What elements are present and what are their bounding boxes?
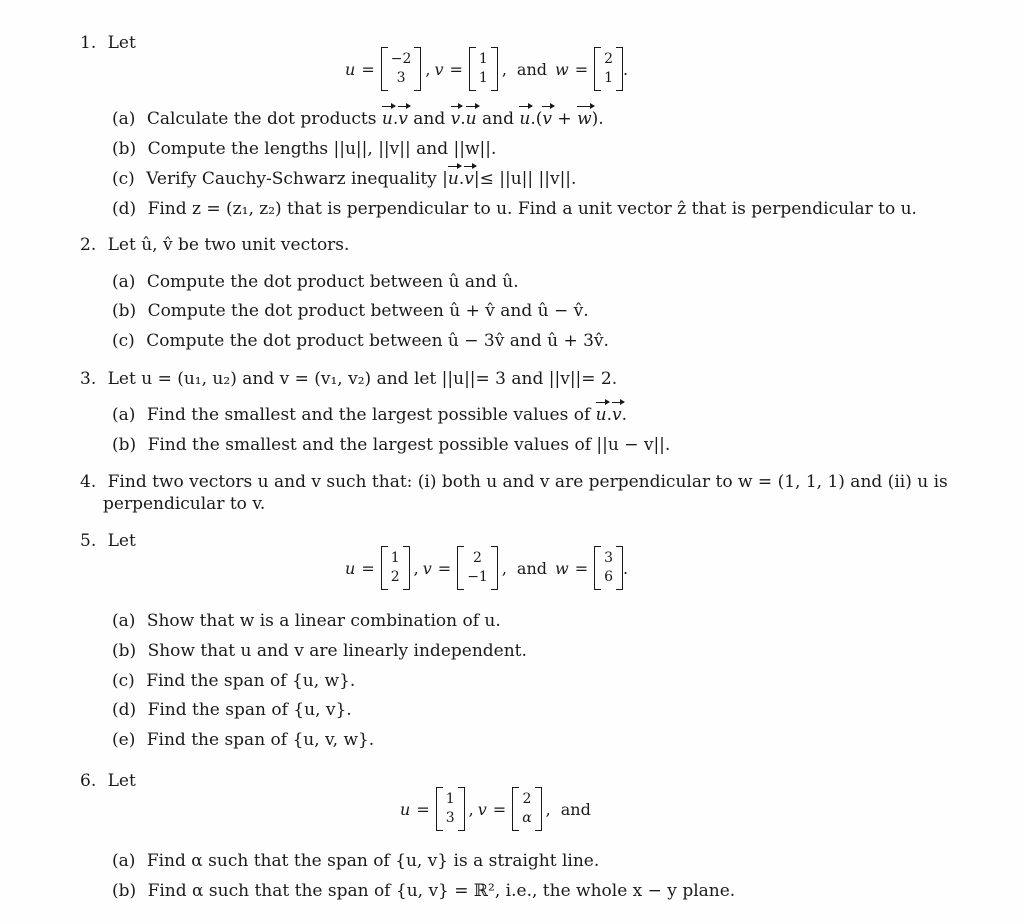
v-bottom: α — [522, 810, 532, 826]
part-text: Find α such that the span of {u, v} is a straight line. — [146, 851, 600, 871]
part-label: (d) — [112, 199, 137, 219]
u-label: u — [345, 558, 356, 578]
comma: , — [425, 59, 431, 79]
comma: , — [501, 558, 507, 578]
equals-sign: = — [449, 59, 463, 79]
part-text: Verify Cauchy-Schwarz inequality | — [146, 169, 448, 189]
part-label: (b) — [112, 641, 137, 661]
u-matrix — [381, 50, 422, 88]
problem-6b — [112, 881, 735, 901]
part-label: (a) — [112, 611, 136, 631]
vec-v: v — [612, 405, 622, 425]
problem-1c: (c) Verify Cauchy-Schwarz inequality |u.v|≤ ||u|| ||v||. — [112, 169, 577, 189]
problem-2b — [112, 301, 589, 321]
u-bottom: 2 — [390, 569, 400, 585]
problem-1-header — [80, 33, 136, 53]
equals-sign: = — [492, 799, 507, 819]
part-label: (c) — [112, 331, 135, 351]
w-matrix — [594, 549, 623, 587]
vec-w: w — [577, 109, 592, 129]
part-text: Find the span of {u, w}. — [146, 671, 356, 691]
equals-sign: = — [416, 799, 430, 819]
equals-sign: = — [574, 59, 589, 79]
problem-number: 2. — [80, 235, 97, 255]
problem-1a: (a) Calculate the dot products u.v and v.u and u.(v + w). — [112, 109, 604, 129]
problem-3b — [112, 435, 670, 455]
part-text: Find z = (z₁, z₂) that is perpendicular to u. Find a unit vector ẑ that is perpendicular to u. — [147, 199, 917, 219]
part-text: Calculate the dot products — [146, 109, 377, 129]
problem-1d — [112, 199, 917, 219]
comma: , — [468, 799, 474, 819]
vec-u: u — [447, 169, 459, 189]
part-label: (a) — [112, 405, 136, 425]
period: . — [623, 558, 629, 578]
vec-v: v — [464, 169, 474, 189]
part-label: (c) — [112, 671, 135, 691]
part-label: (c) — [112, 169, 135, 189]
problem-4-header — [80, 472, 948, 492]
problem-3-header — [80, 369, 617, 389]
part-text: Compute the dot product between û − 3v̂ and û + 3v̂. — [146, 331, 609, 351]
part-text: Compute the lengths ||u||, ||v|| and ||w||. — [147, 139, 497, 159]
problem-number: 5. — [80, 531, 97, 551]
v-label: v — [422, 558, 432, 578]
problem-intro: Let — [107, 771, 136, 791]
part-label: (e) — [112, 730, 136, 750]
part-text: Find α such that the span of {u, v} = ℝ², i.e., the whole x − y plane. — [147, 881, 736, 901]
comma: , — [413, 558, 419, 578]
equals-sign: = — [437, 558, 452, 578]
equals-sign: = — [361, 558, 375, 578]
w-top: 2 — [604, 51, 614, 67]
w-matrix — [594, 50, 623, 88]
problem-intro: Let û, v̂ be two unit vectors. — [107, 235, 350, 255]
v-label: v — [434, 59, 444, 79]
part-label: (b) — [112, 881, 137, 901]
v-top: 2 — [522, 791, 532, 807]
part-text: Find the span of {u, v}. — [147, 700, 352, 720]
part-text: and — [482, 109, 514, 129]
problem-text: Find two vectors u and v such that: (i) both u and v are perpendicular to w = (1, 1, 1) and (ii) u is — [107, 472, 948, 492]
part-text: Show that u and v are linearly independent. — [147, 641, 527, 661]
v-bottom: −1 — [467, 569, 488, 585]
problem-5e — [112, 730, 374, 750]
vec-v: v — [398, 109, 408, 129]
part-text: Compute the dot product between û + v̂ and û − v̂. — [147, 301, 589, 321]
vec-u: u — [465, 109, 477, 129]
w-top: 3 — [604, 550, 614, 566]
and-text: and — [516, 558, 548, 578]
problem-6-header — [80, 771, 136, 791]
v-matrix — [457, 549, 498, 587]
problem-intro: Let — [107, 531, 136, 551]
v-matrix — [512, 790, 541, 828]
problem-5-vectors — [345, 549, 628, 587]
equals-sign: = — [361, 59, 375, 79]
comma: , — [501, 59, 507, 79]
part-label: (b) — [112, 435, 137, 455]
part-text: Show that w is a linear combination of u. — [146, 611, 501, 631]
part-text: Compute the dot product between û and û. — [146, 272, 519, 292]
problem-6-vectors — [400, 790, 591, 828]
u-label: u — [345, 59, 356, 79]
problem-text: perpendicular to v. — [103, 494, 266, 514]
vec-u: u — [595, 405, 607, 425]
problem-5d — [112, 700, 352, 720]
v-label: v — [477, 799, 487, 819]
u-top: 1 — [390, 550, 400, 566]
problem-5c — [112, 671, 355, 691]
v-top: 1 — [478, 51, 488, 67]
problem-2a — [112, 272, 519, 292]
u-matrix — [436, 790, 465, 828]
vec-v: v — [450, 109, 461, 129]
u-top: −2 — [390, 51, 412, 67]
problem-number: 1. — [80, 33, 97, 53]
part-text: Find the smallest and the largest possible values of — [146, 405, 591, 425]
problem-1-vectors — [345, 50, 628, 88]
part-text: and — [413, 109, 446, 129]
w-bottom: 6 — [604, 569, 614, 585]
problem-number: 3. — [80, 369, 97, 389]
problem-5b — [112, 641, 527, 661]
and-text: and — [516, 59, 548, 79]
u-top: 1 — [445, 791, 455, 807]
part-label: (a) — [112, 272, 136, 292]
w-bottom: 1 — [604, 70, 614, 86]
w-label: w — [555, 558, 569, 578]
problem-6a — [112, 851, 599, 871]
part-text: |≤ ||u|| ||v||. — [473, 169, 577, 189]
u-bottom: 3 — [396, 70, 406, 86]
period: . — [623, 59, 629, 79]
v-bottom: 1 — [478, 70, 488, 86]
u-label: u — [400, 799, 411, 819]
problem-intro: Let u = (u₁, u₂) and v = (v₁, v₂) and let ||u||= 3 and ||v||= 2. — [107, 369, 618, 389]
u-matrix — [381, 549, 410, 587]
part-label: (b) — [112, 139, 137, 159]
v-matrix — [469, 50, 498, 88]
u-bottom: 3 — [445, 810, 455, 826]
vec-v: v — [542, 109, 552, 129]
w-label: w — [555, 59, 569, 79]
vec-u: u — [519, 109, 531, 129]
problem-5a — [112, 611, 501, 631]
problem-intro: Let — [107, 33, 136, 53]
part-text: Find the span of {u, v, w}. — [146, 730, 375, 750]
problem-2-header — [80, 235, 349, 255]
problem-2c — [112, 331, 609, 351]
equals-sign: = — [574, 558, 589, 578]
v-top: 2 — [473, 550, 482, 566]
part-label: (a) — [112, 109, 136, 129]
problem-1b — [112, 139, 496, 159]
vec-u: u — [381, 109, 393, 129]
problem-3a: (a) Find the smallest and the largest possible values of u.v. — [112, 405, 628, 425]
part-text: Find the smallest and the largest possible values of ||u − v||. — [147, 435, 671, 455]
part-label: (d) — [112, 700, 137, 720]
comma: , — [545, 799, 551, 819]
problem-4-line2 — [103, 494, 265, 514]
part-label: (a) — [112, 851, 136, 871]
problem-number: 4. — [80, 472, 97, 492]
part-label: (b) — [112, 301, 137, 321]
problem-number: 6. — [80, 771, 97, 791]
and-text: and — [560, 799, 591, 819]
problem-5-header — [80, 531, 136, 551]
